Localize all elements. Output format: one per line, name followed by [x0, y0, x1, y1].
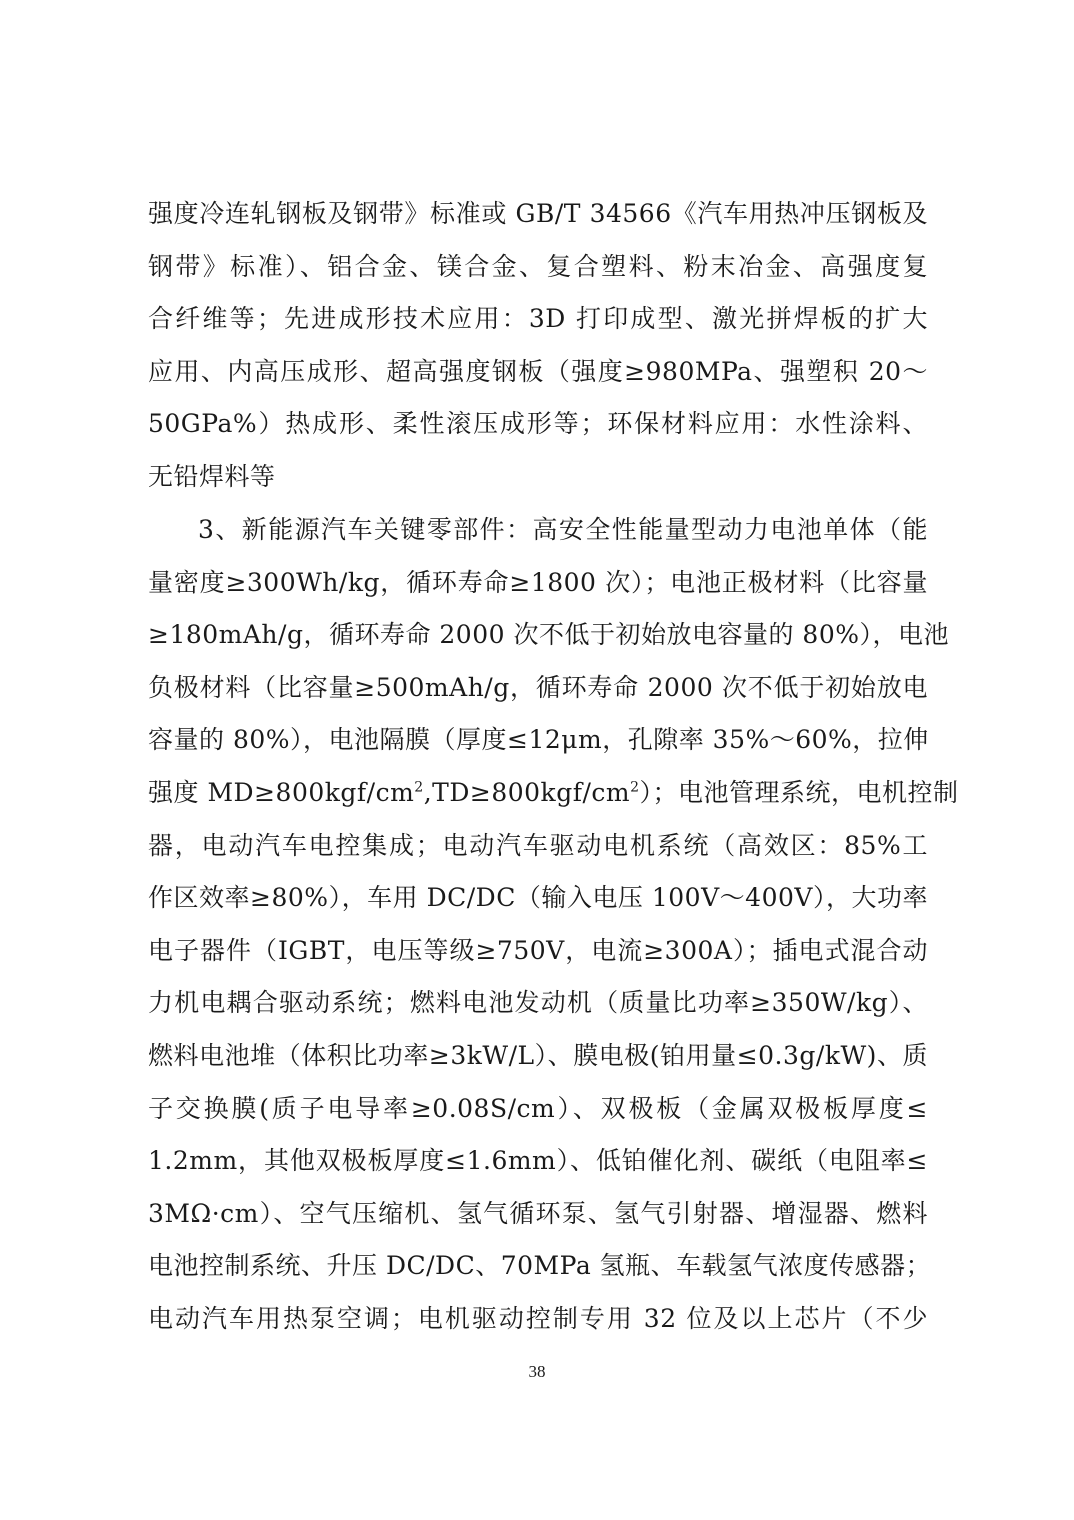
- paragraph-continued: [148, 188, 928, 504]
- paragraph-3: [148, 504, 959, 1346]
- text-segment: 强度 MD≥800kgf/cm: [148, 777, 415, 807]
- text-line: 应用、内高压成形、超高强度钢板（强度≥980MPa、强塑积 20～: [148, 356, 928, 386]
- text-line: 作区效率≥80%），车用 DC/DC（输入电压 100V～400V），大功率: [148, 883, 928, 913]
- text-line: 电动汽车用热泵空调；电机驱动控制专用 32 位及以上芯片（不少: [148, 1303, 928, 1333]
- text-line: 强度冷连轧钢板及钢带》标准或 GB/T 34566《汽车用热冲压钢板及: [148, 199, 928, 228]
- text-line: 合纤维等；先进成形技术应用：3D 打印成型、激光拼焊板的扩大: [148, 304, 928, 334]
- text-segment: ）；电池管理系统，电机控制: [639, 777, 959, 807]
- text-line: 子交换膜(质子电导率≥0.08S/cm）、双极板（金属双极板厚度≤: [148, 1093, 928, 1123]
- text-line: 力机电耦合驱动系统；燃料电池发动机（质量比功率≥350W/kg）、: [148, 988, 928, 1018]
- text-line: 燃料电池堆（体积比功率≥3kW/L）、膜电极(铂用量≤0.3g/kW)、质: [148, 1040, 928, 1070]
- text-line: 器，电动汽车电控集成；电动汽车驱动电机系统（高效区：85%工: [148, 830, 928, 860]
- text-line: 50GPa%）热成形、柔性滚压成形等；环保材料应用：水性涂料、: [148, 409, 928, 439]
- text-line: 钢带》标准）、铝合金、镁合金、复合塑料、粉末冶金、高强度复: [148, 251, 928, 281]
- text-line: 3、新能源汽车关键零部件：高安全性能量型动力电池单体（能: [198, 515, 928, 544]
- superscript: 2: [630, 779, 640, 796]
- text-line: 负极材料（比容量≥500mAh/g，循环寿命 2000 次不低于初始放电: [148, 672, 928, 702]
- text-line: 量密度≥300Wh/kg，循环寿命≥1800 次）；电池正极材料（比容量: [148, 567, 928, 597]
- page-number: 38: [528, 1362, 546, 1381]
- text-line: 无铅焊料等: [148, 461, 276, 491]
- superscript: 2: [414, 779, 424, 796]
- text-line: 1.2mm，其他双极板厚度≤1.6mm）、低铂催化剂、碳纸（电阻率≤: [148, 1146, 928, 1176]
- text-line-with-superscript: [148, 767, 959, 820]
- text-segment: ,TD≥800kgf/cm: [423, 777, 631, 807]
- text-line: 3MΩ·cm）、空气压缩机、氢气循环泵、氢气引射器、增湿器、燃料: [148, 1198, 928, 1228]
- text-line: 容量的 80%），电池隔膜（厚度≤12μm，孔隙率 35%～60%，拉伸: [148, 725, 929, 755]
- text-line: 电池控制系统、升压 DC/DC、70MPa 氢瓶、车载氢气浓度传感器；: [148, 1251, 932, 1281]
- text-line: 电子器件（IGBT，电压等级≥750V，电流≥300A）；插电式混合动: [148, 935, 928, 965]
- text-line: ≥180mAh/g，循环寿命 2000 次不低于初始放电容量的 80%），电池: [148, 620, 949, 650]
